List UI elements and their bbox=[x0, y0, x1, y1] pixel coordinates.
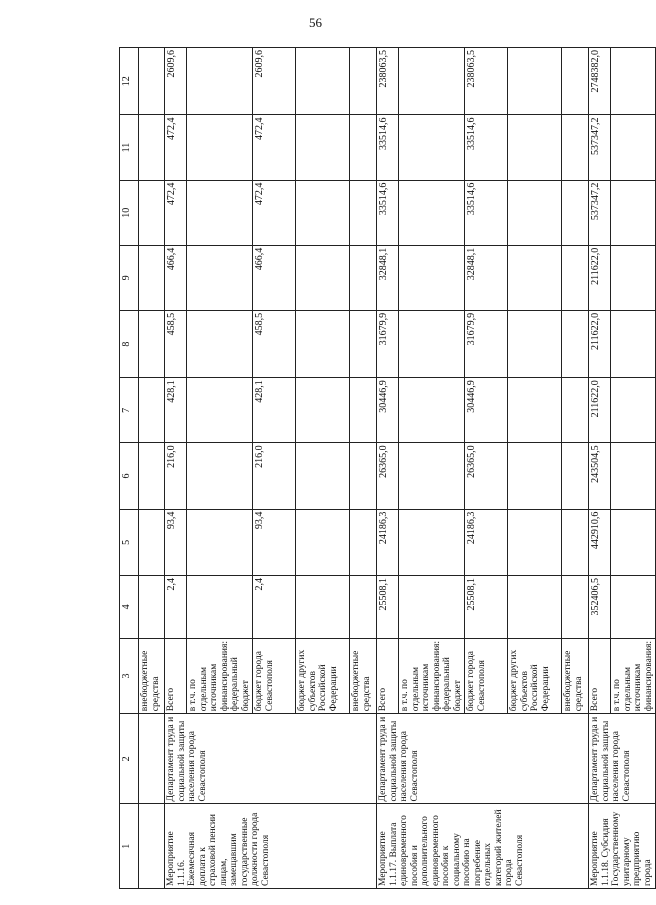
value-cell bbox=[296, 245, 350, 310]
value-cell bbox=[296, 48, 350, 116]
table-row bbox=[377, 48, 399, 889]
value-cell bbox=[296, 509, 350, 575]
value-cell: 2609,6 bbox=[253, 48, 296, 116]
value-cell bbox=[562, 310, 589, 377]
department-cell: Департамент труда и социальной защиты населения города Севастополя bbox=[589, 714, 656, 804]
value-cell: 33514,6 bbox=[465, 115, 508, 180]
source-cell: в т.ч. по отдельным источникам финансирования: bbox=[611, 638, 656, 713]
column-header: 8 bbox=[120, 310, 139, 377]
value-cell bbox=[508, 310, 562, 377]
value-cell bbox=[350, 443, 377, 509]
value-cell bbox=[508, 180, 562, 245]
column-header: 12 bbox=[120, 48, 139, 116]
value-cell: 32848,1 bbox=[377, 245, 399, 310]
value-cell bbox=[562, 509, 589, 575]
value-cell bbox=[562, 378, 589, 443]
value-cell bbox=[562, 115, 589, 180]
value-cell: 33514,6 bbox=[377, 180, 399, 245]
value-cell: 428,1 bbox=[165, 378, 187, 443]
value-cell bbox=[350, 180, 377, 245]
source-cell: в т.ч. по отдельным источникам финансирования: федеральный бюджет bbox=[187, 638, 253, 713]
value-cell: 31679,9 bbox=[465, 310, 508, 377]
column-header: 9 bbox=[120, 245, 139, 310]
value-cell bbox=[562, 575, 589, 638]
source-cell: внебюджетные средства bbox=[139, 638, 165, 713]
department-cell bbox=[139, 714, 165, 804]
value-cell bbox=[350, 245, 377, 310]
event-cell bbox=[139, 804, 165, 889]
column-header: 5 bbox=[120, 509, 139, 575]
source-cell: внебюджетные средства bbox=[562, 638, 589, 713]
source-cell: бюджет города Севастополя bbox=[253, 638, 296, 713]
value-cell bbox=[611, 48, 656, 116]
value-cell: 466,4 bbox=[165, 245, 187, 310]
table-body bbox=[120, 48, 656, 889]
value-cell bbox=[350, 509, 377, 575]
value-cell bbox=[399, 115, 465, 180]
value-cell: 238063,5 bbox=[377, 48, 399, 116]
value-cell: 2,4 bbox=[253, 575, 296, 638]
value-cell: 243504,5 bbox=[589, 443, 611, 509]
source-cell: внебюджетные средства bbox=[350, 638, 377, 713]
value-cell: 32848,1 bbox=[465, 245, 508, 310]
value-cell bbox=[508, 575, 562, 638]
source-cell: Всего bbox=[589, 638, 611, 713]
event-name-cell: Мероприятие 1.1.17. Выплата единовременного пособия и дополнительного единовременного пособия к социальному пособию на погребение отдельных категорий жителей города Севастополя bbox=[377, 804, 589, 889]
column-header: 2 bbox=[120, 714, 139, 804]
value-cell: 33514,6 bbox=[465, 180, 508, 245]
value-cell: 24186,3 bbox=[377, 509, 399, 575]
event-name-cell: Мероприятие 1.1.16. Ежемесячная доплата к страховой пенсии лицам, замещавшим государственные должности города Севастополя bbox=[165, 804, 377, 889]
value-cell: 26365,0 bbox=[377, 443, 399, 509]
value-cell bbox=[611, 245, 656, 310]
value-cell bbox=[187, 509, 253, 575]
value-cell: 442910,6 bbox=[589, 509, 611, 575]
value-cell bbox=[508, 509, 562, 575]
value-cell: 93,4 bbox=[165, 509, 187, 575]
value-cell bbox=[399, 443, 465, 509]
value-cell bbox=[611, 310, 656, 377]
value-cell: 211622,0 bbox=[589, 378, 611, 443]
column-header: 6 bbox=[120, 443, 139, 509]
source-cell: бюджет города Севастополя bbox=[465, 638, 508, 713]
value-cell: 458,5 bbox=[165, 310, 187, 377]
event-name-cell: Мероприятие 1.1.18. Субсидия Государственному унитарному предприятию города bbox=[589, 804, 656, 889]
value-cell bbox=[399, 180, 465, 245]
value-cell: 472,4 bbox=[253, 180, 296, 245]
value-cell bbox=[187, 48, 253, 116]
value-cell: 31679,9 bbox=[377, 310, 399, 377]
value-cell: 211622,0 bbox=[589, 310, 611, 377]
value-cell bbox=[508, 245, 562, 310]
value-cell: 216,0 bbox=[253, 443, 296, 509]
value-cell bbox=[399, 245, 465, 310]
column-header: 3 bbox=[120, 638, 139, 713]
value-cell bbox=[350, 310, 377, 377]
value-cell: 428,1 bbox=[253, 378, 296, 443]
source-cell: бюджет других субъектов Российской Федерации bbox=[508, 638, 562, 713]
value-cell bbox=[611, 378, 656, 443]
value-cell: 216,0 bbox=[165, 443, 187, 509]
value-cell: 238063,5 bbox=[465, 48, 508, 116]
value-cell bbox=[187, 443, 253, 509]
value-cell bbox=[187, 180, 253, 245]
table-row bbox=[589, 48, 611, 889]
value-cell: 352406,5 bbox=[589, 575, 611, 638]
value-cell: 472,4 bbox=[165, 115, 187, 180]
value-cell bbox=[399, 48, 465, 116]
value-cell: 93,4 bbox=[253, 509, 296, 575]
value-cell bbox=[611, 509, 656, 575]
value-cell bbox=[508, 48, 562, 116]
value-cell bbox=[296, 378, 350, 443]
column-header: 10 bbox=[120, 180, 139, 245]
value-cell bbox=[187, 310, 253, 377]
value-cell: 25508,1 bbox=[465, 575, 508, 638]
value-cell bbox=[187, 245, 253, 310]
value-cell bbox=[562, 180, 589, 245]
value-cell bbox=[399, 378, 465, 443]
header-row bbox=[120, 48, 139, 889]
value-cell bbox=[399, 310, 465, 377]
value-cell: 24186,3 bbox=[465, 509, 508, 575]
value-cell bbox=[350, 378, 377, 443]
value-cell: 25508,1 bbox=[377, 575, 399, 638]
value-cell bbox=[399, 509, 465, 575]
value-cell bbox=[187, 115, 253, 180]
value-cell bbox=[399, 575, 465, 638]
value-cell: 466,4 bbox=[253, 245, 296, 310]
value-cell: 2748382,0 bbox=[589, 48, 611, 116]
value-cell bbox=[611, 443, 656, 509]
rotated-table-container bbox=[119, 47, 654, 889]
value-cell: 2,4 bbox=[165, 575, 187, 638]
department-cell: Департамент труда и социальной защиты населения города Севастополя bbox=[165, 714, 377, 804]
value-cell bbox=[611, 180, 656, 245]
value-cell bbox=[296, 180, 350, 245]
table-row bbox=[165, 48, 187, 889]
value-cell bbox=[508, 378, 562, 443]
value-cell bbox=[296, 575, 350, 638]
table-frame bbox=[119, 47, 654, 889]
value-cell bbox=[350, 48, 377, 116]
value-cell bbox=[187, 575, 253, 638]
column-header: 7 bbox=[120, 378, 139, 443]
value-cell bbox=[350, 575, 377, 638]
department-cell: Департамент труда и социальной защиты населения города Севастополя bbox=[377, 714, 589, 804]
value-cell: 472,4 bbox=[253, 115, 296, 180]
column-header: 4 bbox=[120, 575, 139, 638]
continuation-row bbox=[139, 48, 165, 889]
value-cell bbox=[296, 443, 350, 509]
value-cell bbox=[562, 443, 589, 509]
value-cell bbox=[508, 115, 562, 180]
value-cell: 2609,6 bbox=[165, 48, 187, 116]
value-cell: 458,5 bbox=[253, 310, 296, 377]
value-cell: 30446,9 bbox=[465, 378, 508, 443]
column-header: 11 bbox=[120, 115, 139, 180]
value-cell bbox=[350, 115, 377, 180]
value-cell: 33514,6 bbox=[377, 115, 399, 180]
value-cell: 537347,2 bbox=[589, 115, 611, 180]
value-cell: 472,4 bbox=[165, 180, 187, 245]
value-cell bbox=[187, 378, 253, 443]
source-cell: Всего bbox=[165, 638, 187, 713]
value-cell bbox=[562, 48, 589, 116]
source-cell: Всего bbox=[377, 638, 399, 713]
value-cell bbox=[611, 575, 656, 638]
column-header: 1 bbox=[120, 804, 139, 889]
value-cell bbox=[508, 443, 562, 509]
value-cell: 211622,0 bbox=[589, 245, 611, 310]
value-cell bbox=[562, 245, 589, 310]
value-cell: 30446,9 bbox=[377, 378, 399, 443]
value-cell bbox=[296, 310, 350, 377]
page-number: 56 bbox=[309, 15, 322, 30]
value-cell: 26365,0 bbox=[465, 443, 508, 509]
source-cell: в т.ч. по отдельным источникам финансирования: федеральный бюджет bbox=[399, 638, 465, 713]
source-cell: бюджет других субъектов Российской Федерации bbox=[296, 638, 350, 713]
value-cell bbox=[611, 115, 656, 180]
value-cell bbox=[296, 115, 350, 180]
value-cell: 537347,2 bbox=[589, 180, 611, 245]
financing-table bbox=[119, 47, 656, 889]
